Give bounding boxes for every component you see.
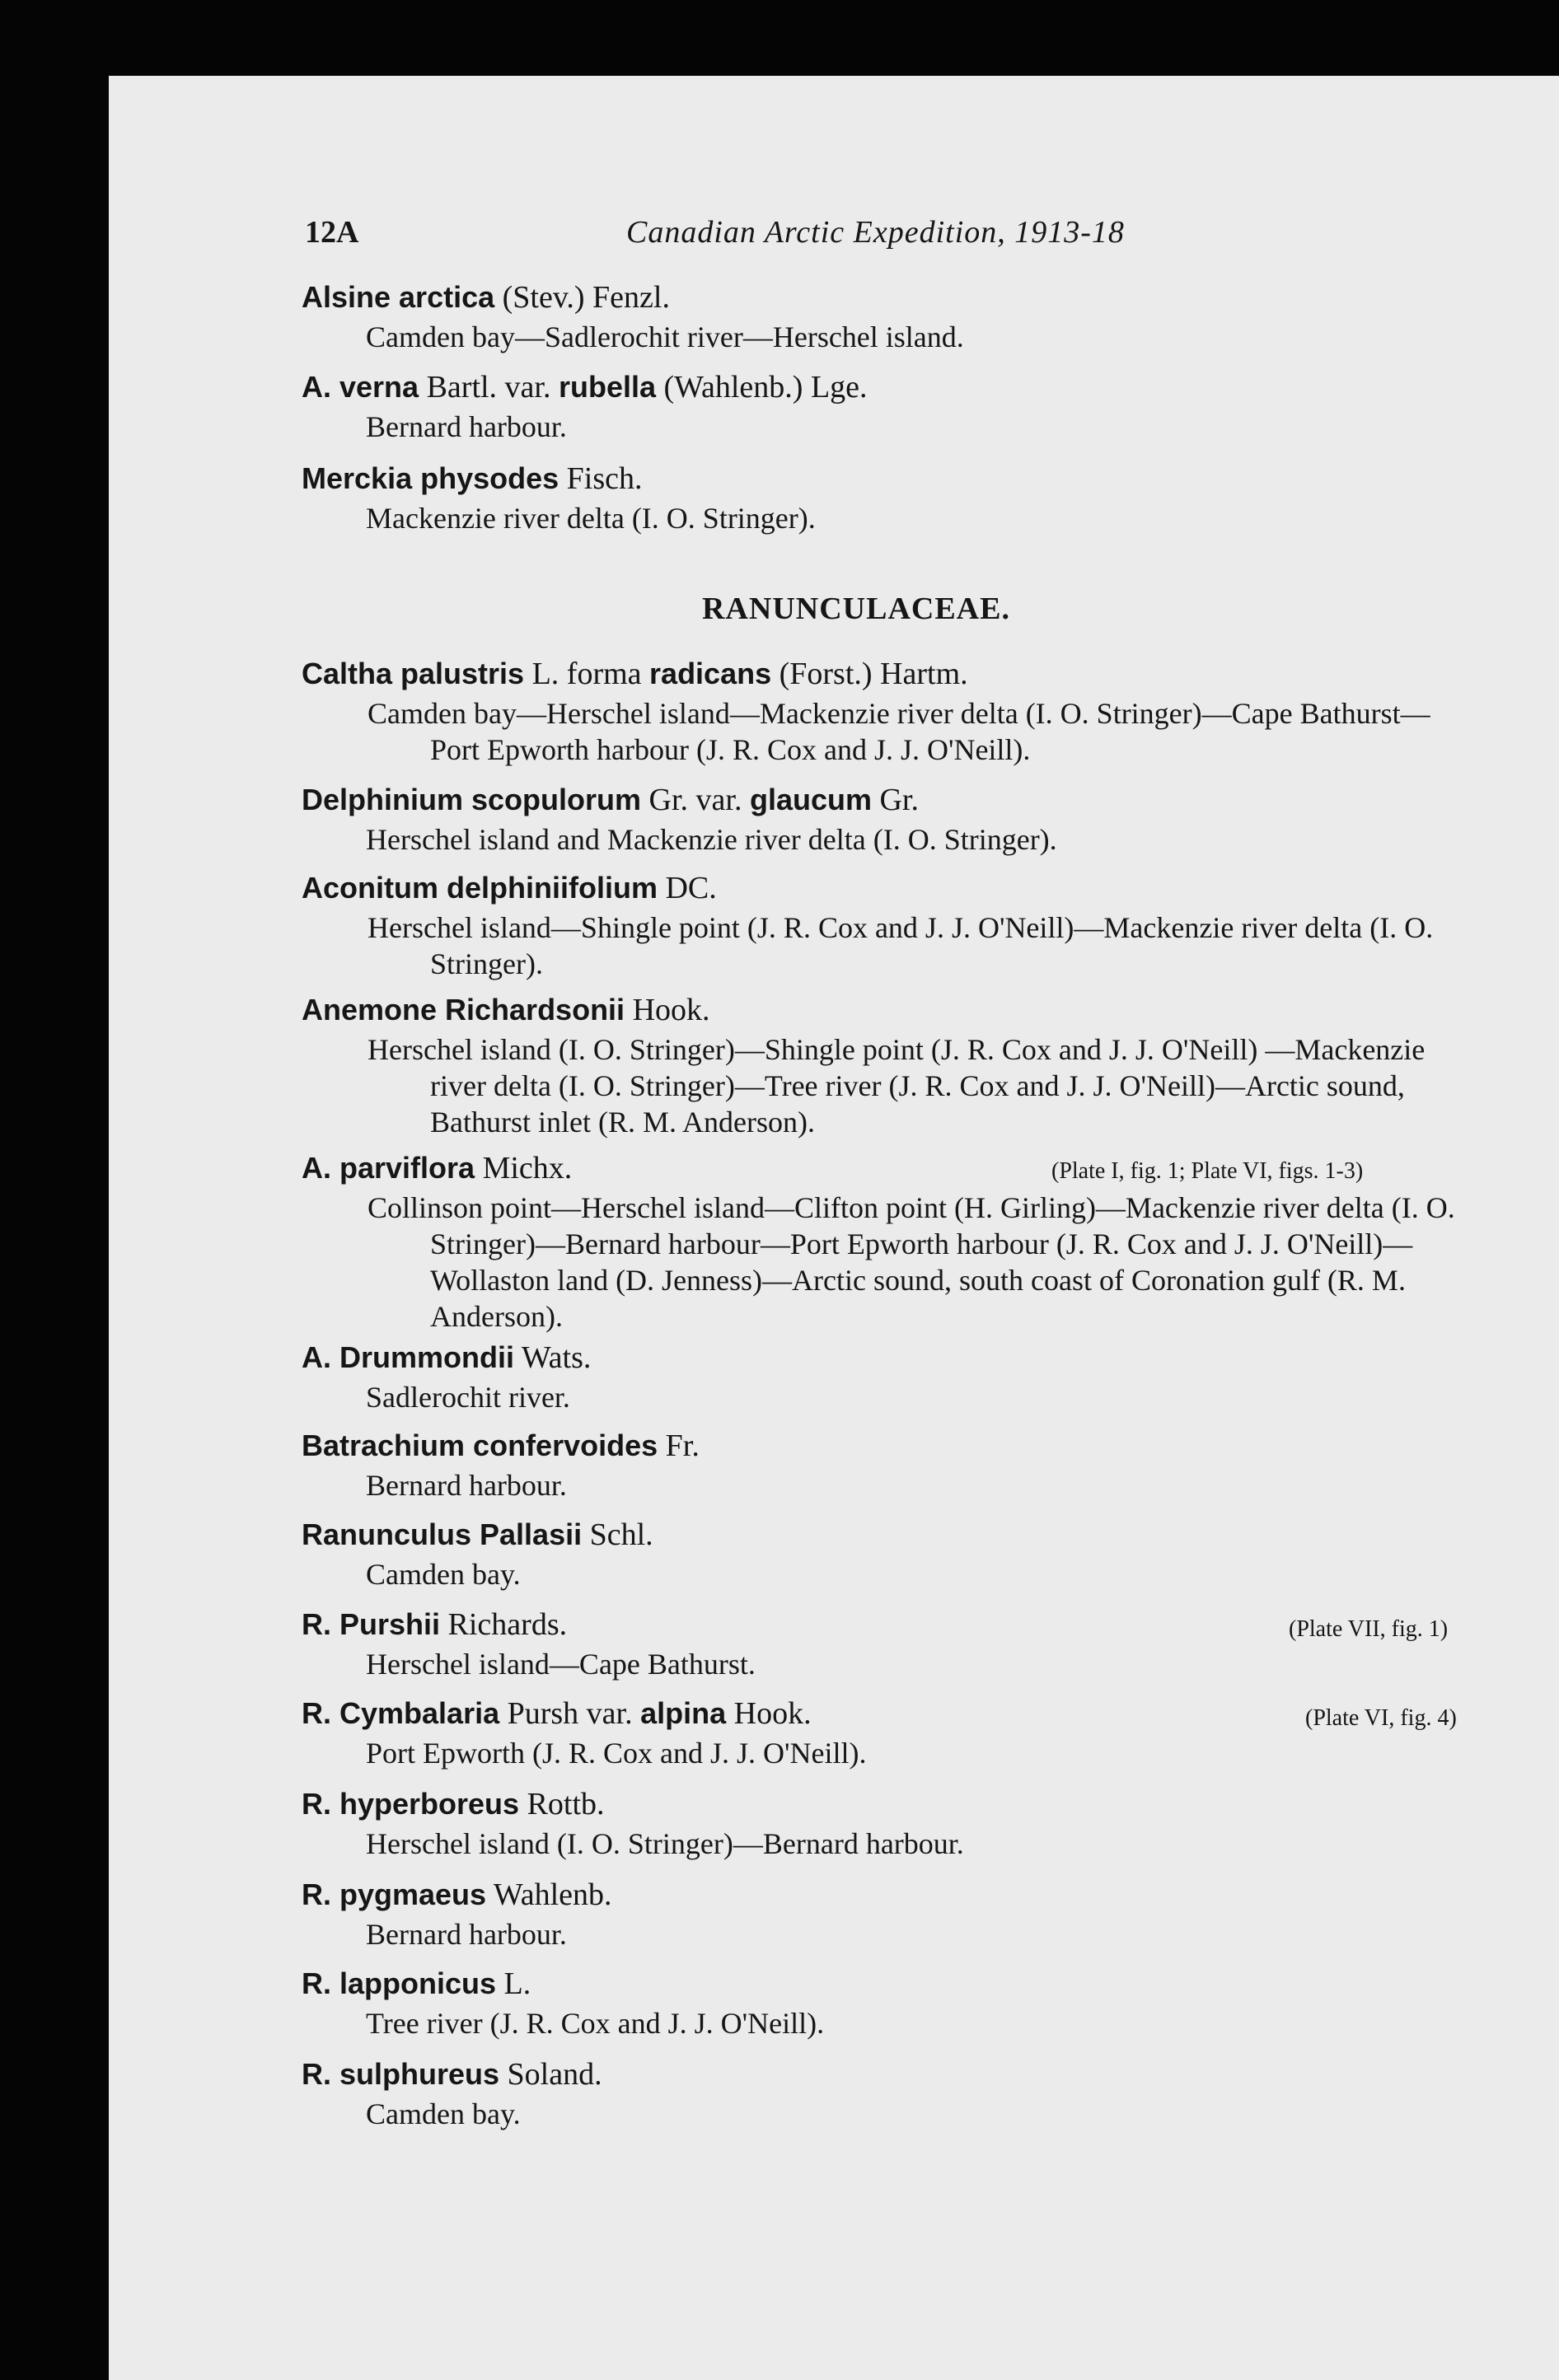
species-localities: Mackenzie river delta (I. O. Stringer). [366, 502, 816, 535]
species-authority: DC. [665, 871, 717, 905]
species-name: A. parviflora [302, 1151, 475, 1185]
species-entry [302, 867, 1472, 982]
species-name-line [302, 366, 1472, 409]
species-authority: Wahlenb. [493, 1877, 612, 1912]
species-authority: L. [503, 1966, 531, 2001]
species-name: Merckia physodes [302, 461, 559, 495]
species-name-line [302, 1513, 1472, 1556]
variety-name: radicans [649, 657, 772, 690]
species-authority: Rottb. [527, 1787, 605, 1821]
species-name-line [302, 2053, 1472, 2096]
species-entry [302, 1336, 1472, 1415]
species-entry [302, 1783, 1472, 1862]
species-name-line [302, 652, 1472, 695]
species-entry [302, 1147, 1472, 1335]
species-entry [302, 1692, 1472, 1771]
species-name: Caltha palustris [302, 657, 525, 690]
species-authority: (Stev.) Fenzl. [502, 280, 670, 315]
species-authority: L. forma [531, 657, 642, 691]
species-localities: Camden bay. [366, 1558, 521, 1591]
species-authority: Gr. var. [648, 783, 742, 817]
species-localities: Bernard harbour. [366, 410, 567, 443]
species-localities: Collinson point—Herschel island—Clifton point (H. Girling)—Mackenzie river delta (I. O. Stringer)—Bernard harbour—Port Epworth harbour (J. R. Cox and J. J. O'Neill)—Wollaston land (D. Jenness)—Arctic sound, south coast of Coronation gulf (R. M. Anderson). [368, 1191, 1455, 1333]
species-authority: Soland. [507, 2057, 602, 2092]
species-name: R. sulphureus [302, 2057, 500, 2091]
species-entry [302, 1962, 1472, 2041]
variety-name: rubella [558, 370, 657, 404]
species-name: Alsine arctica [302, 280, 495, 314]
species-entry [302, 1513, 1472, 1592]
species-name: Ranunculus Pallasii [302, 1517, 583, 1551]
species-name: R. Purshii [302, 1607, 441, 1641]
species-localities: Herschel island (I. O. Stringer)—Shingle point (J. R. Cox and J. J. O'Neill) —Mackenzie river delta (I. O. Stringer)—Tree river (J. R. Cox and J. J. O'Neill)—Arctic sound, Bathurst inlet (R. M. Anderson). [368, 1033, 1426, 1139]
species-localities: Herschel island and Mackenzie river delta (I. O. Stringer). [366, 823, 1057, 856]
species-localities: Port Epworth (J. R. Cox and J. J. O'Neill). [366, 1737, 867, 1770]
species-name: R. Cymbalaria [302, 1696, 500, 1730]
plate-reference: (Plate VII, fig. 1) [1289, 1616, 1449, 1642]
variety-authority: (Wahlenb.) Lge. [663, 370, 868, 404]
species-name-line [302, 1336, 1472, 1379]
species-localities: Herschel island—Cape Bathurst. [366, 1648, 756, 1681]
variety-name: alpina [640, 1696, 727, 1730]
species-name-line [302, 276, 1472, 319]
page-number: 12A [305, 215, 359, 250]
species-entry [302, 989, 1472, 1140]
species-localities: Tree river (J. R. Cox and J. J. O'Neill). [366, 2007, 825, 2040]
species-name: Aconitum delphiniifolium [302, 871, 658, 905]
species-name-line [302, 1783, 1472, 1826]
species-name-line [302, 779, 1472, 821]
species-name-line [302, 989, 1472, 1031]
species-name-line [302, 457, 1472, 500]
species-authority: Hook. [632, 993, 710, 1027]
species-entry [302, 1603, 1472, 1682]
species-authority: Wats. [521, 1340, 592, 1375]
variety-authority: (Forst.) Hartm. [779, 657, 968, 691]
species-name: A. verna [302, 370, 419, 404]
species-authority: Fr. [665, 1428, 700, 1463]
species-entry [302, 779, 1472, 858]
species-name: R. pygmaeus [302, 1877, 487, 1911]
species-localities: Bernard harbour. [366, 1469, 567, 1502]
plate-reference: (Plate VI, fig. 4) [1305, 1705, 1457, 1731]
species-localities: Bernard harbour. [366, 1918, 567, 1951]
variety-authority: Hook. [733, 1696, 812, 1731]
species-localities: Camden bay. [366, 2097, 521, 2130]
species-authority: Schl. [589, 1517, 653, 1552]
species-name: Delphinium scopulorum [302, 783, 642, 816]
species-authority: Pursh var. [507, 1696, 633, 1731]
species-entry [302, 366, 1472, 445]
species-name: R. lapponicus [302, 1966, 497, 2000]
plate-reference: (Plate I, fig. 1; Plate VI, figs. 1-3) [1051, 1158, 1364, 1184]
species-localities: Herschel island—Shingle point (J. R. Cox and J. J. O'Neill)—Mackenzie river delta (I. O. Stringer). [368, 911, 1434, 980]
variety-name: glaucum [749, 783, 872, 816]
species-entry [302, 276, 1472, 355]
species-authority: Bartl. var. [426, 370, 551, 404]
variety-authority: Gr. [879, 783, 919, 817]
species-name: A. Drummondii [302, 1340, 514, 1374]
species-entry [302, 652, 1472, 768]
species-localities: Camden bay—Herschel island—Mackenzie river delta (I. O. Stringer)—Cape Bathurst—Port Epworth harbour (J. R. Cox and J. J. O'Neill). [368, 697, 1430, 766]
species-authority: Fisch. [566, 461, 643, 496]
species-localities: Herschel island (I. O. Stringer)—Bernard harbour. [366, 1827, 964, 1860]
species-name: R. hyperboreus [302, 1787, 520, 1821]
species-name-line [302, 1962, 1472, 2005]
species-entry [302, 2053, 1472, 2132]
document-page [109, 76, 1559, 2380]
species-name-line [302, 1873, 1472, 1916]
species-authority: Richards. [447, 1607, 568, 1642]
species-name: Anemone Richardsonii [302, 993, 625, 1026]
species-entry [302, 457, 1472, 536]
species-name: Batrachium confervoides [302, 1428, 658, 1462]
species-localities: Camden bay—Sadlerochit river—Herschel island. [366, 320, 964, 353]
page-header [305, 214, 1335, 254]
species-authority: Michx. [482, 1151, 573, 1185]
running-title: Canadian Arctic Expedition, 1913-18 [626, 215, 1125, 250]
species-localities: Sadlerochit river. [366, 1381, 570, 1414]
species-entry [302, 1424, 1472, 1503]
species-name-line [302, 867, 1472, 909]
species-name-line [302, 1692, 1472, 1735]
section-title: RANUNCULACEAE. [702, 591, 1010, 626]
species-entry [302, 1873, 1472, 1952]
species-name-line [302, 1424, 1472, 1467]
